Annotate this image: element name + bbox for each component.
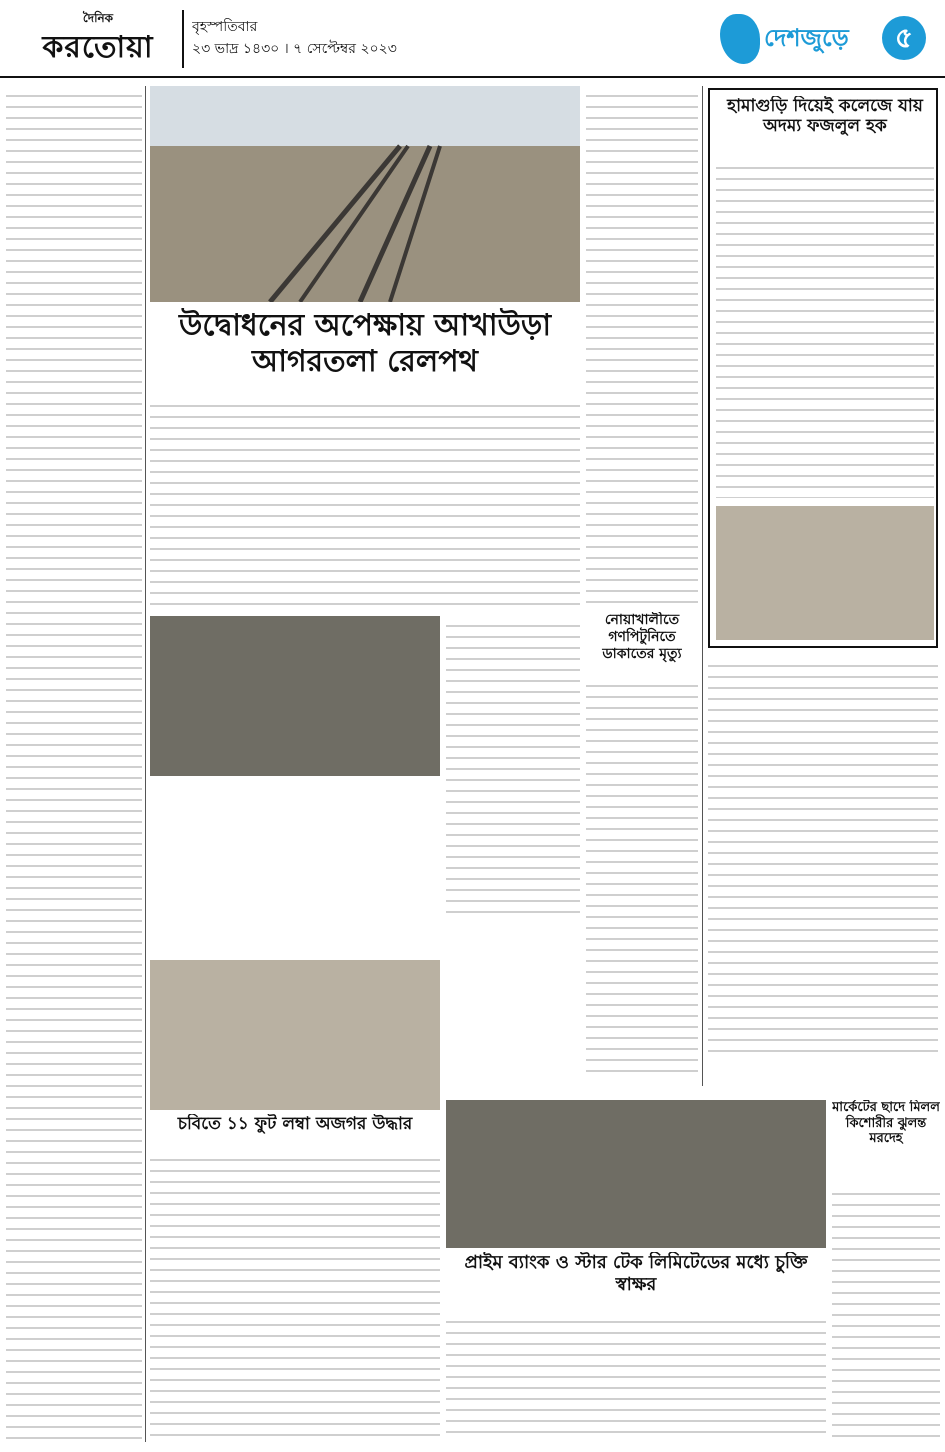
section-title: দেশজুড়ে	[764, 24, 849, 52]
newspaper-logo	[14, 10, 184, 68]
ajgar-headline: চবিতে ১১ ফুট লম্বা অজগর উদ্ধার	[177, 1114, 413, 1134]
masthead	[0, 0, 945, 78]
event-photo	[150, 616, 440, 776]
page-number: ৫	[882, 16, 926, 60]
column-divider	[702, 86, 703, 1086]
ajgar-story-text	[150, 1150, 440, 1440]
market-headline: মার্কেটের ছাদে মিলল কিশোরীর ঝুলন্ত মরদেহ	[832, 1100, 940, 1147]
story-text	[446, 616, 580, 916]
country-map-icon	[720, 14, 760, 64]
college-story-box	[708, 88, 938, 648]
rail-headline: উদ্বোধনের অপেক্ষায় আখাউড়া আগরতলা রেলপথ	[178, 308, 552, 379]
noakhali-headline: নোয়াখালীতে গণপিটুনিতে ডাকাতের মৃত্যু	[602, 612, 682, 662]
logo-small-text: দৈনিক	[82, 11, 114, 25]
dateline	[192, 16, 492, 62]
bank-headline: প্রাইম ব্যাংক ও স্টার টেক লিমিটেডের মধ্যে চুক্তি স্বাক্ষর	[464, 1252, 808, 1295]
rail-photo	[150, 86, 580, 302]
railway-track-icon	[150, 86, 580, 302]
student-photo	[716, 506, 934, 640]
college-headline: হামাগুড়ি দিয়েই কলেজে যায় অদম্য ফজলুল হক	[727, 96, 923, 137]
center-column-text	[586, 86, 698, 606]
noakhali-story-text	[586, 676, 698, 1076]
weekday: বৃহস্পতিবার	[192, 19, 258, 35]
logo-name: করতোয়া	[42, 30, 154, 65]
bank-story-text	[446, 1312, 826, 1442]
section-logo	[720, 14, 930, 66]
right-column-text	[708, 656, 938, 1056]
rail-story-text	[150, 396, 580, 610]
date: ২৩ ভাদ্র ১৪৩০ । ৭ সেপ্টেম্বর ২০২৩	[192, 41, 397, 57]
column-divider	[145, 86, 146, 1442]
bank-photo	[446, 1100, 826, 1248]
college-story-text	[716, 158, 934, 498]
market-story-text	[832, 1184, 940, 1442]
snake-photo	[150, 960, 440, 1110]
left-column-text	[6, 86, 142, 1442]
